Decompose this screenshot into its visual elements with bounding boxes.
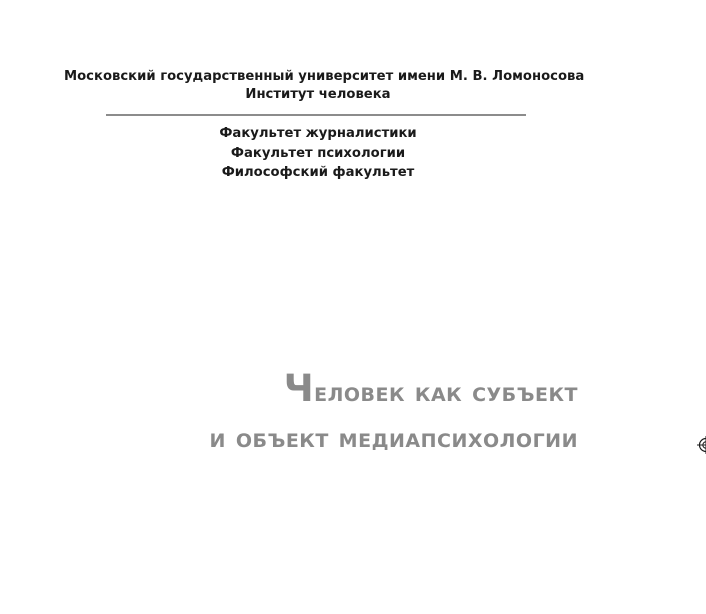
title-line-2: и объект медиапсихологии: [209, 423, 578, 454]
faculty-journalism: Факультет журналистики: [219, 126, 417, 141]
faculty-psychology: Факультет психологии: [230, 145, 406, 161]
title-line-1: [210, 366, 578, 416]
registration-mark-icon: [696, 435, 706, 455]
faculty-philosophy: Философский факультет: [221, 165, 415, 180]
university-name: Московский государственный университет имени М. В. Ломоносова: [64, 69, 585, 84]
divider-line: [106, 114, 526, 116]
institute-name: Институт человека: [245, 87, 391, 102]
header-block: [64, 68, 585, 104]
title-line-1-rest: еловек как субъект: [314, 377, 578, 408]
book-title: [210, 366, 578, 462]
title-initial: Ч: [283, 367, 315, 410]
faculties-list: [156, 124, 480, 183]
